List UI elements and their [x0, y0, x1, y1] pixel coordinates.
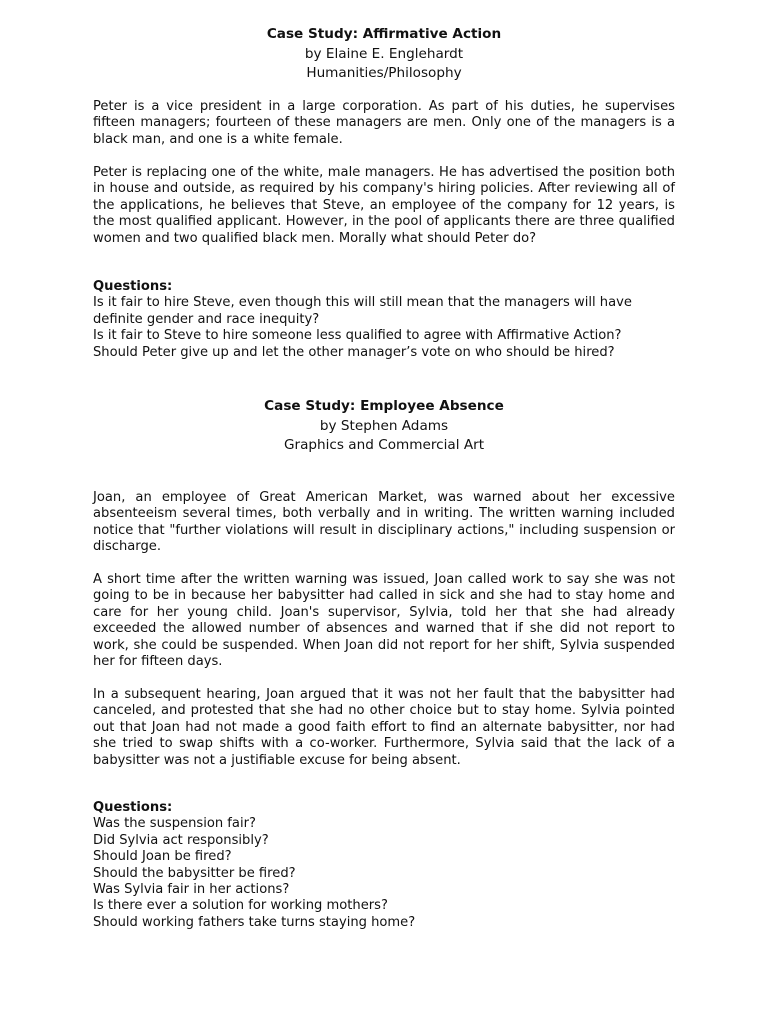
question-item: Should Joan be fired? — [93, 849, 232, 865]
question-item: Did Sylvia act responsibly? — [93, 832, 269, 848]
question-item: Should the babysitter be fired? — [93, 865, 296, 881]
case2-paragraph-text: A short time after the written warning was issued, Joan called work to say she was not going to be in because her babysitter had called in sick and she had to stay home and care for her young child. Joan's supervisor, Sylvia, told her that she had already exceeded the allowed number of absences and warned that if she did not report to work, she could be suspended. When Joan did not report for her shift, Sylvia suspended her for fifteen days. — [93, 572, 675, 670]
case1-paragraph-text: Peter is a vice president in a large corporation. As part of his duties, he supervises fifteen managers; fourteen of these managers are men. Only one of the managers is a black man, and one is a white female. — [93, 99, 675, 147]
question-item: Should Peter give up and let the other manager’s vote on who should be hired? — [93, 344, 615, 360]
question-item: Is there ever a solution for working mothers? — [93, 898, 388, 914]
case1-questions-heading: Questions: — [93, 279, 173, 294]
case1-title: Case Study: Affirmative Action — [266, 26, 502, 42]
case2-author: by Stephen Adams — [319, 417, 449, 434]
case2-department: Graphics and Commercial Art — [283, 437, 485, 453]
question-item: Is it fair to Steve to hire someone less qualified to agree with Affirmative Action? — [93, 328, 622, 344]
case1-author: by Elaine E. Englehardt — [304, 45, 464, 62]
case1-paragraph-text: Peter is replacing one of the white, male managers. He has advertised the position both in house and outside, as required by his company's hiring policies. After reviewing all of the applications, he believes that Steve, an employee of the company for 12 years, is the most qualified applicant. However, in the pool of applicants there are three qualified women and two qualified black men. Morally what should Peter do? — [93, 165, 675, 246]
case2-paragraph-1 — [93, 490, 675, 556]
question-item: Should working fathers take turns staying home? — [93, 914, 416, 930]
case1-paragraph-1 — [93, 99, 675, 148]
case2-paragraph-text: Joan, an employee of Great American Market, was warned about her excessive absenteeism several times, both verbally and in writing. The written warning included notice that "further violations will result in disciplinary actions," including suspension or discharge. — [93, 490, 675, 555]
case2-paragraph-text: In a subsequent hearing, Joan argued that it was not her fault that the babysitter had canceled, and protested that she had no other choice but to stay home. Sylvia pointed out that Joan had not made a good faith effort to find an alternate babysitter, nor had she tried to swap shifts with a co-worker. Furthermore, Sylvia said that the lack of a babysitter was not a justifiable excuse for being absent. — [93, 687, 675, 768]
case2-paragraph-2 — [93, 572, 675, 670]
case1-header — [0, 25, 768, 84]
case1-questions — [93, 279, 675, 361]
case1-department: Humanities/Philosophy — [306, 65, 462, 81]
case2-paragraph-3 — [93, 687, 675, 769]
case2-questions — [93, 800, 675, 931]
case2-question-list — [93, 816, 675, 931]
case1-paragraph-2 — [93, 165, 675, 247]
question-item: Was Sylvia fair in her actions? — [93, 882, 290, 898]
case1-question-list — [93, 295, 675, 361]
question-item: Was the suspension fair? — [93, 816, 256, 832]
case2-questions-heading: Questions: — [93, 800, 173, 815]
case2-title: Case Study: Employee Absence — [264, 398, 504, 414]
case2-header — [0, 397, 768, 456]
question-item: Is it fair to hire Steve, even though this will still mean that the managers will have definite gender and race inequity? — [93, 295, 632, 327]
